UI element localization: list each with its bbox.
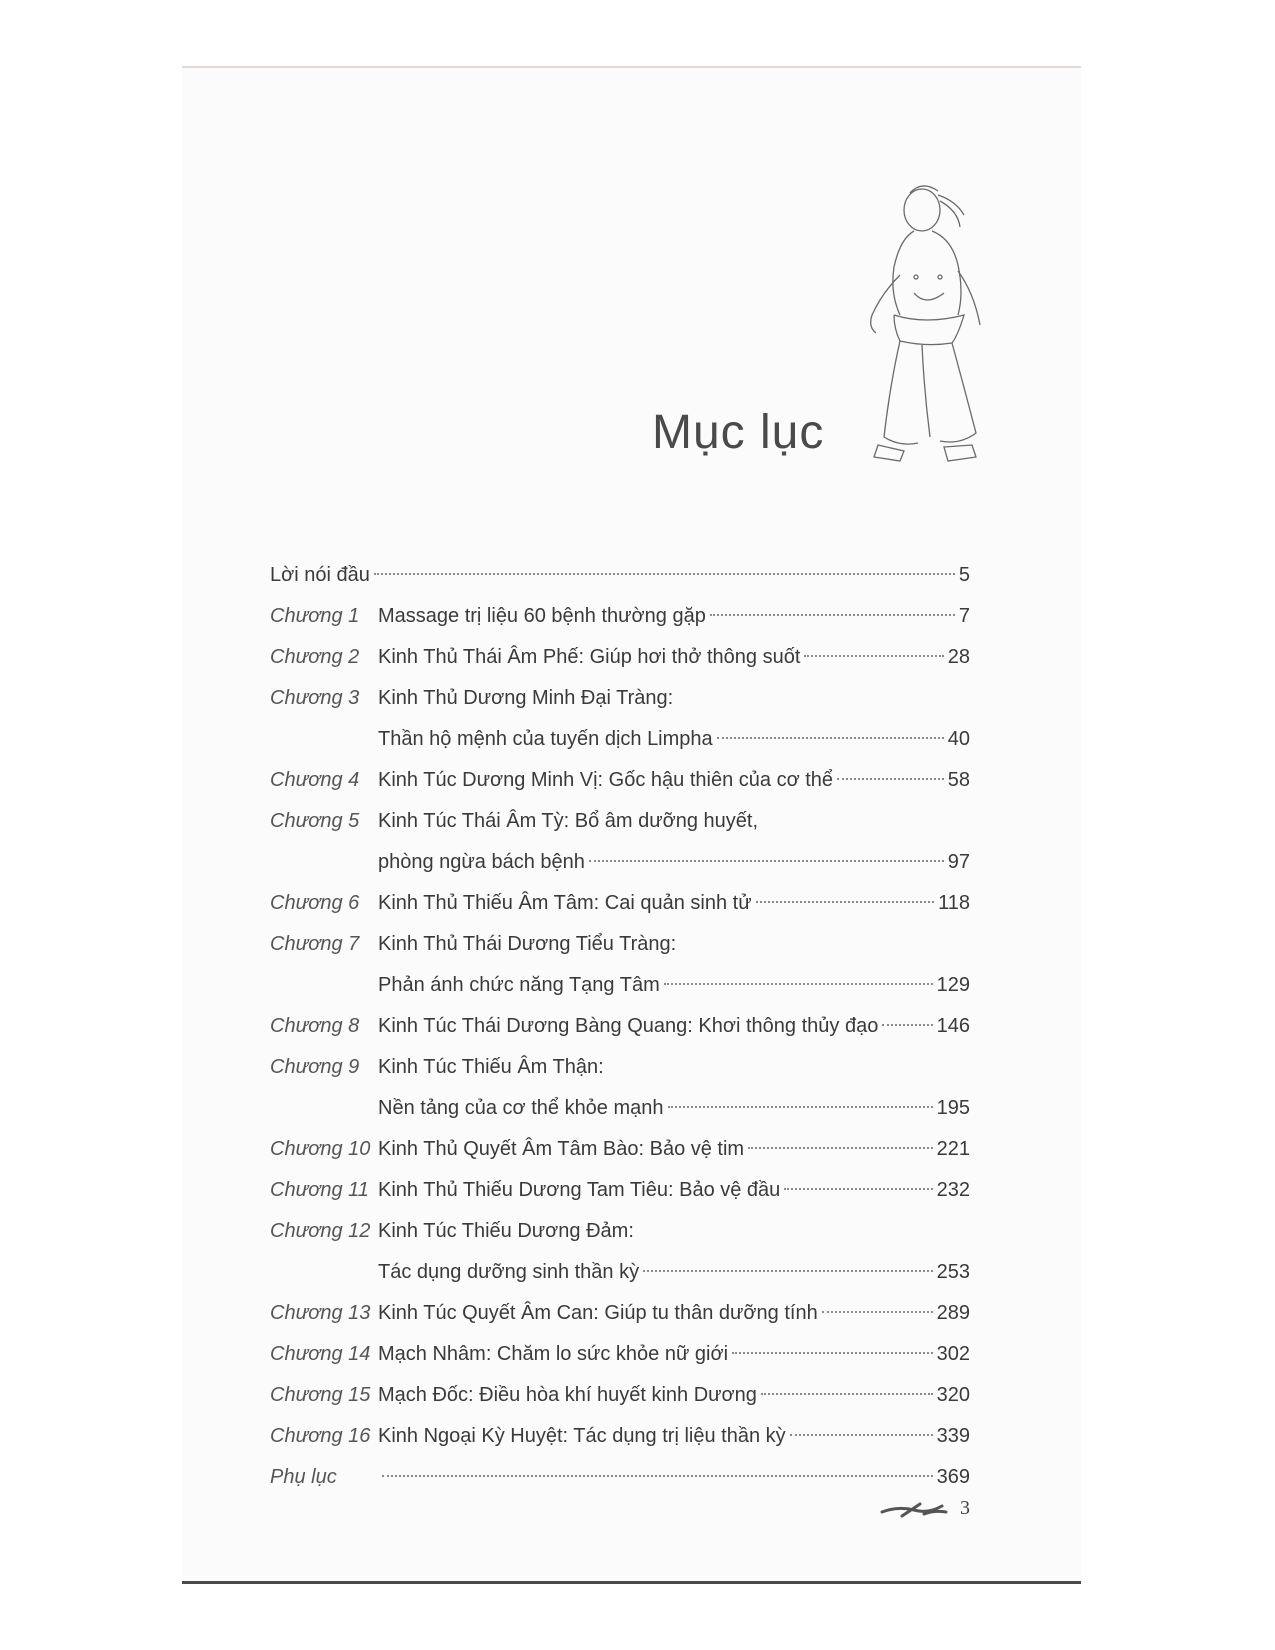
toc-entry-title: Kinh Túc Thái Dương Bàng Quang: Khơi thông thủy đạo bbox=[378, 1015, 879, 1037]
toc-entry-title: Mạch Đốc: Điều hòa khí huyết kinh Dương bbox=[378, 1384, 757, 1406]
toc-entry-title: Massage trị liệu 60 bệnh thường gặp bbox=[378, 605, 706, 627]
toc-entry-title: Kinh Thủ Thiếu Âm Tâm: Cai quản sinh tử bbox=[378, 892, 752, 914]
chapter-label: Chương 7 bbox=[270, 933, 360, 955]
toc-entry-title: Tác dụng dưỡng sinh thần kỳ bbox=[378, 1261, 640, 1283]
chapter-label: Chương 14 bbox=[270, 1343, 371, 1365]
toc-entry bbox=[270, 1416, 970, 1457]
chapter-label: Chương 4 bbox=[270, 769, 360, 791]
toc-entry bbox=[270, 637, 970, 678]
toc-page-number: 97 bbox=[947, 851, 970, 873]
chapter-label: Chương 2 bbox=[270, 646, 360, 668]
chapter-label: Chương 1 bbox=[270, 605, 360, 627]
chapter-label: Chương 11 bbox=[270, 1179, 369, 1201]
dot-leader bbox=[643, 1270, 933, 1272]
chapter-label: Chương 6 bbox=[270, 892, 360, 914]
toc-entry bbox=[270, 801, 970, 883]
toc-entry-title: Lời nói đầu bbox=[270, 564, 370, 586]
toc-entry-title: Mạch Nhâm: Chăm lo sức khỏe nữ giới bbox=[378, 1343, 729, 1365]
dot-leader bbox=[804, 655, 943, 657]
toc-page-number: 129 bbox=[936, 974, 970, 996]
toc-entry bbox=[270, 1457, 970, 1498]
toc-page-number: 369 bbox=[936, 1466, 970, 1488]
toc-page-number: 5 bbox=[958, 564, 970, 586]
dot-leader bbox=[589, 860, 944, 862]
toc-page-number: 195 bbox=[936, 1097, 970, 1119]
toc-page-number: 221 bbox=[936, 1138, 970, 1160]
dot-leader bbox=[717, 737, 944, 739]
toc-entry bbox=[270, 760, 970, 801]
page-title: Mục lục bbox=[652, 406, 825, 459]
toc-entry bbox=[270, 1211, 970, 1293]
toc-entry-title: Phản ánh chức năng Tạng Tâm bbox=[378, 974, 660, 996]
standing-figure-illustration bbox=[860, 175, 1000, 470]
toc-page-number: 40 bbox=[947, 728, 970, 750]
toc-entry bbox=[270, 555, 970, 596]
toc-entry bbox=[270, 1170, 970, 1211]
toc-entry-title: Kinh Túc Thái Âm Tỳ: Bổ âm dưỡng huyết, bbox=[378, 810, 759, 832]
dot-leader bbox=[668, 1106, 933, 1108]
toc-page-number: 302 bbox=[936, 1343, 970, 1365]
chapter-label: Chương 12 bbox=[270, 1220, 371, 1242]
dot-leader bbox=[748, 1147, 933, 1149]
dot-leader bbox=[790, 1434, 933, 1436]
toc-entry bbox=[270, 1006, 970, 1047]
toc-entry bbox=[270, 678, 970, 760]
dot-leader bbox=[756, 901, 935, 903]
toc-entry-title: Kinh Túc Thiếu Dương Đảm: bbox=[378, 1220, 634, 1242]
toc-entry bbox=[270, 1334, 970, 1375]
page-number: 3 bbox=[960, 1497, 970, 1519]
toc-entry bbox=[270, 596, 970, 637]
toc-page-number: 146 bbox=[936, 1015, 970, 1037]
chapter-label: Chương 3 bbox=[270, 687, 360, 709]
toc-entry bbox=[270, 883, 970, 924]
toc-entry-title: Nền tảng của cơ thể khỏe mạnh bbox=[378, 1097, 664, 1119]
toc-entry-title: Kinh Túc Thiếu Âm Thận: bbox=[378, 1056, 604, 1078]
table-of-contents bbox=[270, 555, 970, 1498]
toc-entry bbox=[270, 924, 970, 1006]
toc-entry-title: Kinh Thủ Thái Dương Tiểu Tràng: bbox=[378, 933, 677, 955]
toc-entry bbox=[270, 1293, 970, 1334]
toc-page-number: 320 bbox=[936, 1384, 970, 1406]
toc-page-number: 28 bbox=[947, 646, 970, 668]
toc-page-number: 58 bbox=[947, 769, 970, 791]
chapter-label: Phụ lục bbox=[270, 1466, 337, 1488]
toc-entry bbox=[270, 1375, 970, 1416]
dot-leader bbox=[837, 778, 944, 780]
toc-entry-title: Kinh Thủ Dương Minh Đại Tràng: bbox=[378, 687, 674, 709]
chapter-label: Chương 8 bbox=[270, 1015, 360, 1037]
toc-entry-title: Thần hộ mệnh của tuyến dịch Limpha bbox=[378, 728, 713, 750]
chapter-label: Chương 5 bbox=[270, 810, 360, 832]
toc-page-number: 289 bbox=[936, 1302, 970, 1324]
toc-entry-title: Kinh Thủ Quyết Âm Tâm Bào: Bảo vệ tim bbox=[378, 1138, 745, 1160]
toc-page-number: 339 bbox=[936, 1425, 970, 1447]
chapter-label: Chương 16 bbox=[270, 1425, 371, 1447]
toc-entry-title: phòng ngừa bách bệnh bbox=[378, 851, 585, 873]
toc-entry bbox=[270, 1047, 970, 1129]
dot-leader bbox=[882, 1024, 932, 1026]
chapter-label: Chương 9 bbox=[270, 1056, 360, 1078]
chapter-label: Chương 13 bbox=[270, 1302, 371, 1324]
toc-entry bbox=[270, 1129, 970, 1170]
toc-page-number: 253 bbox=[936, 1261, 970, 1283]
dot-leader bbox=[382, 1475, 933, 1477]
toc-entry-title: Kinh Thủ Thái Âm Phế: Giúp hơi thở thông suốt bbox=[378, 646, 801, 668]
dot-leader bbox=[732, 1352, 933, 1354]
dot-leader bbox=[822, 1311, 933, 1313]
toc-entry-title: Kinh Túc Quyết Âm Can: Giúp tu thân dưỡng tính bbox=[378, 1302, 818, 1324]
toc-entry-title: Kinh Ngoại Kỳ Huyệt: Tác dụng trị liệu thần kỳ bbox=[378, 1425, 786, 1447]
dot-leader bbox=[761, 1393, 933, 1395]
dot-leader bbox=[710, 614, 955, 616]
page-footer bbox=[880, 1497, 970, 1520]
dot-leader bbox=[374, 573, 955, 575]
dot-leader bbox=[664, 983, 933, 985]
toc-entry-title: Kinh Thủ Thiếu Dương Tam Tiêu: Bảo vệ đầu bbox=[378, 1179, 781, 1201]
dot-leader bbox=[784, 1188, 932, 1190]
toc-page-number: 232 bbox=[936, 1179, 970, 1201]
toc-page-number: 118 bbox=[938, 892, 970, 914]
brush-ornament-icon bbox=[880, 1498, 950, 1520]
toc-entry-title: Kinh Túc Dương Minh Vị: Gốc hậu thiên của cơ thể bbox=[378, 769, 834, 791]
chapter-label: Chương 10 bbox=[270, 1138, 371, 1160]
toc-page-number: 7 bbox=[958, 605, 970, 627]
chapter-label: Chương 15 bbox=[270, 1384, 371, 1406]
